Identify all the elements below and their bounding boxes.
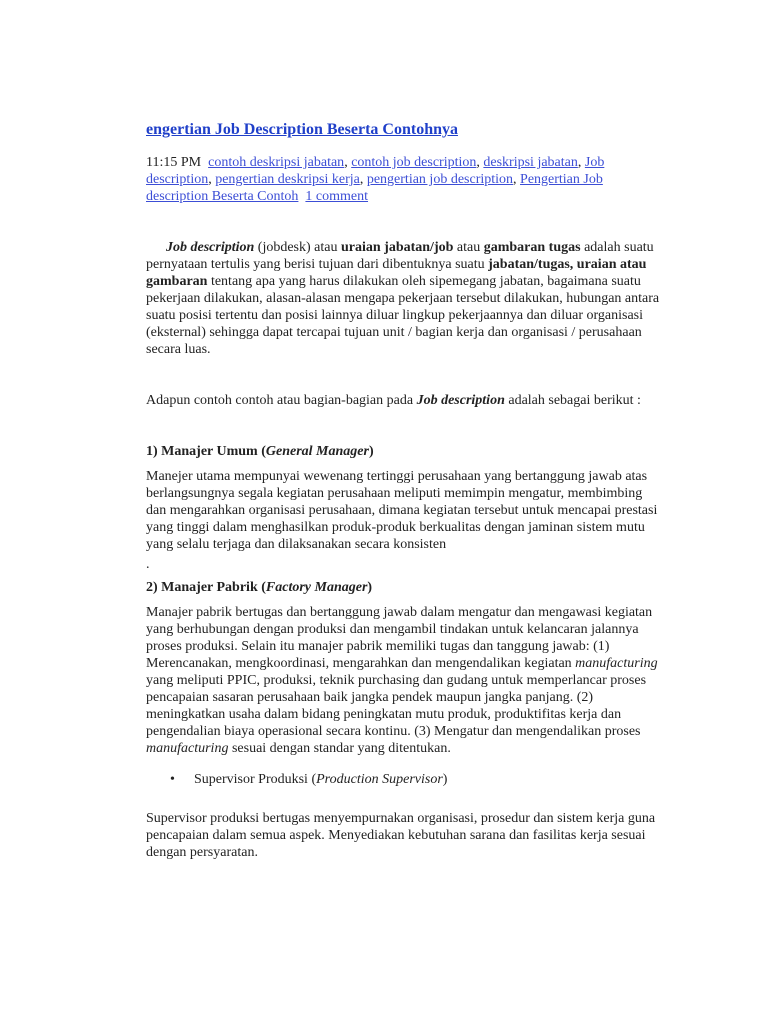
intro-text-2: atau: [453, 240, 484, 255]
intro-text-1: (jobdesk) atau: [254, 240, 341, 255]
examples-term: Job description: [416, 393, 505, 408]
section-2-text-2: yang meliputi PPIC, produksi, teknik purchasing dan gudang untuk memperlancar proses pencapaian sasaran perusahaan baik jangka pendek maupun jangka panjang. (2) meningkatkan usaha dalam bidang peningkatan mutu produk, produktifitas kerja dan pengendalian biaya operasional secara kontinu. (3) Mengatur dan mengendalikan proses: [146, 673, 647, 739]
article-content: [146, 120, 662, 861]
section-2-italic-2: manufacturing: [146, 741, 229, 756]
section-2-heading: [146, 579, 662, 596]
tag-link-4[interactable]: pengertian deskripsi kerja: [215, 172, 360, 187]
tag-link-3[interactable]: Job description: [146, 155, 605, 187]
bullet-text: Supervisor Produksi (: [194, 772, 317, 787]
tag-link-6[interactable]: Pengertian Job description Beserta Contoh: [146, 172, 603, 204]
examples-text-2: adalah sebagai berikut :: [504, 393, 641, 408]
section-1-dot: .: [146, 557, 150, 572]
section-2-text-1: Manajer pabrik bertugas dan bertanggung jawab dalam mengatur dan mengawasi kegiatan yang berhubungan dengan produksi dan mengambil tindakan untuk kelancaran jalannya proses produksi. Selain itu manajer pabrik memiliki tugas dan tanggung jawab: (1) Merencanakan, mengkoordinasi, mengarahkan dan mengendalikan kegiatan: [146, 605, 653, 671]
article-title[interactable]: engertian Job Description Beserta Contohnya: [146, 121, 458, 138]
intro-text-3: adalah suatu pernyataan tertulis yang berisi tujuan dari dibentuknya suatu: [146, 240, 654, 272]
intro-text-4: tentang apa yang harus dilakukan oleh sipemegang jabatan, bagaimana suatu pekerjaan dilakukan, alasan-alasan mengapa pekerjaan tersebut dilakukan, hubungan antara suatu posisi tertentu dan posisi lainnya diluar lingkup pekerjaannya dan diluar organisasi (eksternal) sehingga dapat tercapai tujuan unit / bagian kerja dan organisasi / perusahaan secara luas.: [146, 274, 660, 357]
bullet-italic: Production Supervisor: [316, 772, 443, 787]
section-1-body: Manejer utama mempunyai wewenang tertinggi perusahaan yang bertanggung jawab atas berlangsungnya segala kegiatan perusahaan meliputi memimpin mengatur, membimbing dan mengarahkan organisasi perusahaan, dimana kegiatan tersebut untuk mencapai prestasi yang tinggi dalam menghasilkan produk-produk berkualitas dengan jaminan sistem mutu yang selalu terjaga dan dilaksanakan secara konsisten: [146, 469, 658, 552]
comments-link[interactable]: 1 comment: [305, 189, 369, 204]
tag-link-0[interactable]: contoh deskripsi jabatan: [208, 155, 345, 170]
last-paragraph: Supervisor produksi bertugas menyempurnakan organisasi, prosedur dan sistem kerja guna pencapaian dalam semua aspek. Menyediakan kebutuhan sarana dan fasilitas kerja sesuai dengan persyaratan.: [146, 811, 656, 860]
bullet-end: ): [442, 772, 448, 787]
section-1-heading-italic: General Manager: [265, 444, 369, 459]
post-time: 11:15 PM: [146, 155, 202, 170]
examples-intro-paragraph: [146, 392, 662, 409]
section-2-body: [146, 604, 662, 757]
bullet-icon: •: [170, 772, 175, 787]
examples-text-1: Adapun contoh contoh atau bagian-bagian pada: [146, 393, 417, 408]
intro-bold-2: gambaran tugas: [483, 240, 581, 255]
tag-link-5[interactable]: pengertian job description: [366, 172, 514, 187]
tag-link-2[interactable]: deskripsi jabatan: [483, 155, 578, 170]
section-2-italic-1: manufacturing: [575, 656, 658, 671]
bullet-list: [146, 771, 662, 788]
tag-link-1[interactable]: contoh job description: [351, 155, 477, 170]
intro-bold-1: uraian jabatan/job: [340, 240, 454, 255]
section-2-heading-end: ): [367, 580, 373, 595]
section-2-text-3: sesuai dengan standar yang ditentukan.: [228, 741, 451, 756]
intro-bold-3: jabatan/tugas, uraian atau gambaran: [146, 257, 647, 289]
section-2-heading-italic: Factory Manager: [265, 580, 368, 595]
list-item: [146, 771, 662, 788]
section-2-heading-text: 2) Manajer Pabrik (: [146, 580, 266, 595]
intro-paragraph: [146, 239, 662, 358]
post-meta: 11:15 PM contoh deskripsi jabatan, contoh job description, deskripsi jabatan, Job description, pengertian deskripsi kerja, pengertian job description, Pengertian Job description Beserta Contoh 1 comment: [146, 155, 605, 204]
section-1-heading: [146, 443, 662, 460]
section-1-heading-text: 1) Manajer Umum (: [146, 444, 266, 459]
section-1-heading-end: ): [368, 444, 374, 459]
intro-term: Job description: [166, 240, 255, 255]
